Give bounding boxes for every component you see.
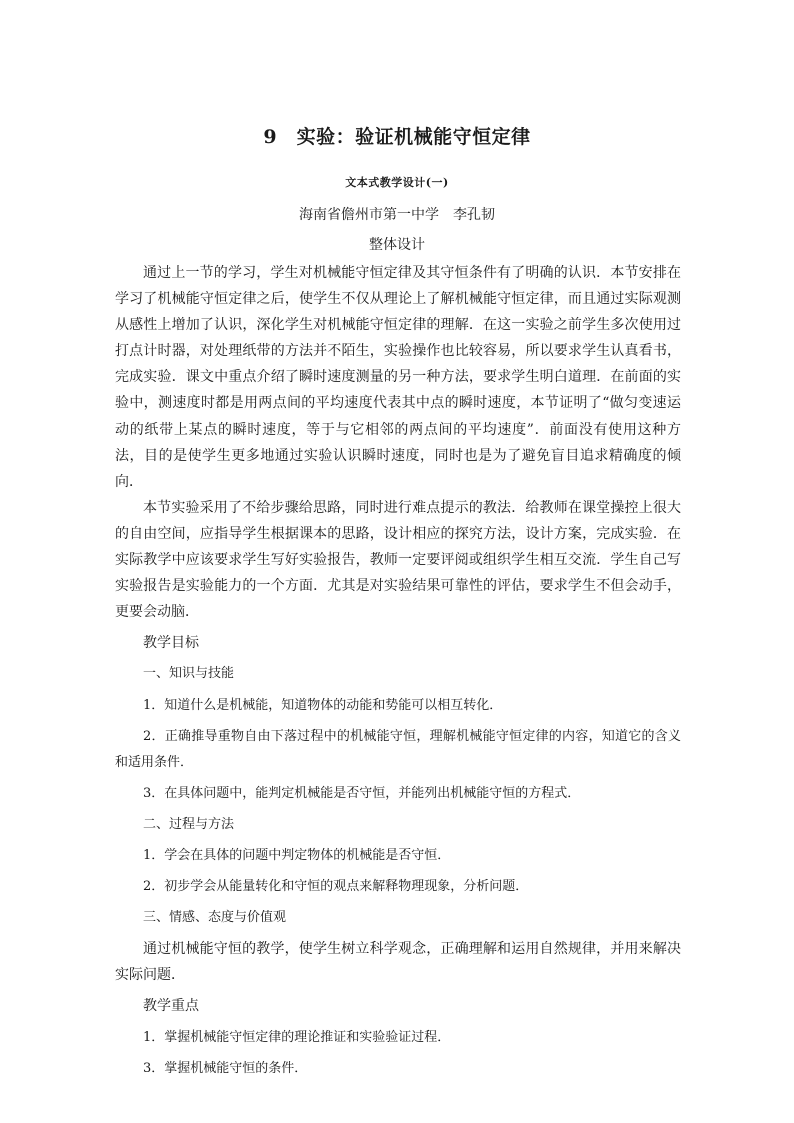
list-item: 2．正确推导重物自由下落过程中的机械能守恒，理解机械能守恒定律的内容，知道它的含义和适用条件． [115,728,681,770]
section-heading: 整体设计 [369,237,425,253]
emotion-heading: 三、情感、态度与价值观 [143,910,287,926]
process-heading: 二、过程与方法 [143,816,235,832]
author-line: 海南省儋州市第一中学 李孔韧 [299,207,495,223]
emotion-text: 通过机械能守恒的教学，使学生树立科学观念，正确理解和运用自然规律，并用来解决实际问题． [115,941,681,984]
objectives-heading: 教学目标 [143,635,199,652]
body-paragraph: 通过上一节的学习，学生对机械能守恒定律及其守恒条件有了明确的认识．本节安排在学习了机械能守恒定律之后，使学生不仅从理论上了解机械能守恒定律，而且通过实际观测从感性上增加了认识，深化学生对机械能守恒定律的理解．在这一实验之前学生多次使用过打点计时器，对处理纸带的方法并不陌生，实验操作也比较容易，所以要求学生认真看书，完成实验．课文中重点介绍了瞬时速度测量的另一种方法，要求学生明白道理．在前面的实验中，测速度时都是用两点间的平均速度代表其中点的瞬时速度，本节证明了“做匀变速运动的纸带上某点的瞬时速度，等于与它相邻的两点间的平均速度”．前面没有使用这种方法，目的是使学生更多地通过实验认识瞬时速度，同时也是为了避免盲目追求精确度的倾向． [115,265,681,490]
page-subtitle: 文本式教学设计(一) [345,176,449,189]
key-points-heading: 教学重点 [143,998,199,1015]
list-item: 3．掌握机械能守恒的条件． [143,1060,308,1076]
list-item: 1．知道什么是机械能，知道物体的动能和势能可以相互转化． [143,697,503,713]
knowledge-heading: 一、知识与技能 [143,666,235,682]
list-item: 3．在具体问题中，能判定机械能是否守恒，并能列出机械能守恒的方程式． [143,785,581,801]
document-body [115,260,681,1082]
page-title: 9 实验：验证机械能守恒定律 [263,126,531,148]
list-item: 2．初步学会从能量转化和守恒的观点来解释物理现象，分析问题． [143,879,529,895]
body-paragraph: 本节实验采用了不给步骤给思路，同时进行难点提示的教法．给教师在课堂操控上很大的自由空间，应指导学生根据课本的思路，设计相应的探究方法，设计方案，完成实验．在实际教学中应该要求学生写好实验报告，教师一定要评阅或组织学生相互交流．学生自己写实验报告是实验能力的一个方面．尤其是对实验结果可靠性的评估，要求学生不但会动手，更要会动脑． [115,499,681,621]
list-item: 1．掌握机械能守恒定律的理论推证和实验验证过程． [143,1029,451,1045]
list-item: 1．学会在具体的问题中判定物体的机械能是否守恒． [143,847,451,863]
